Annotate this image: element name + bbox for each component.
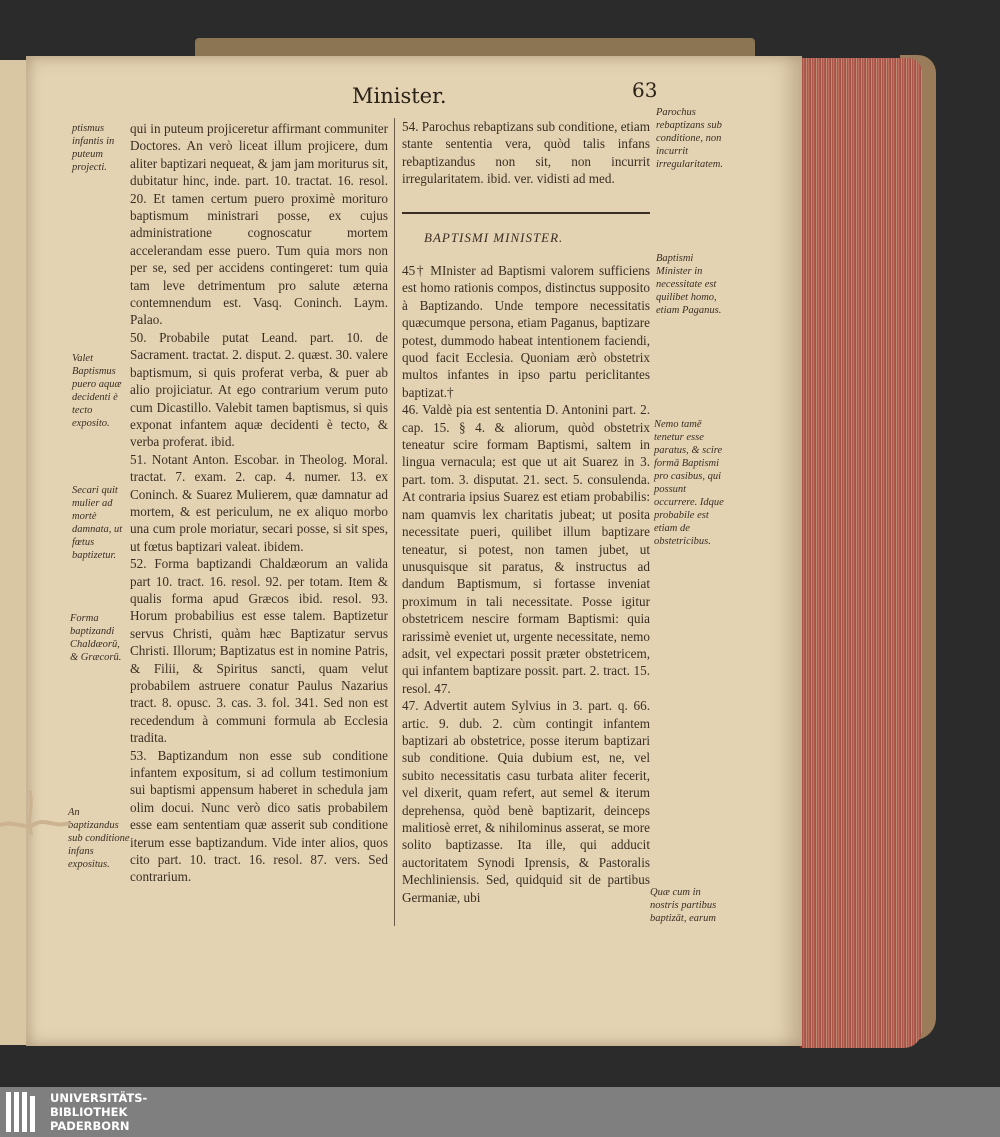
left-column-body: qui in puteum projiceretur affirmant communiter Doctores. An verò liceat illum projicere, dum aliter baptizari nequeat, & jam jam moriturus sit, dubitatur hinc, inde. part. 10. tractat. 16. resol. 20. Et tamen certum puero proximè morituro baptismum ministrari posse, ex cujus administratione cognoscatur mortem accelerandam esse puero. Tum quia mors non per se, sed per accidens contingeret: tum quia tam leve detrimentum pro salute æterna contemnendum est. Vasq. Coninch. Laym. Palao. 50. Probabile putat Leand. part. 10. de Sacrament. tractat. 2. disput. 2. quæst. 30. valere baptismum, si quis proferat verba, & puer ab alio projiciatur. At ego contrarium verum puto cum Dicastillo. Valebit tamen baptismus, si quis exponat infantem aquæ decidenti è tecto, & verba proferat. ibid. 51. Notant Anton. Escobar. in Theolog. Moral. tractat. 7. exam. 2. cap. 4. numer. 13. ex Coninch. & Suarez Mulierem, quæ damnatur ad mortem, & est periculum, ne ex aliquo morbo una cum prole moriatur, secari posse, si sit spes, ut fœtus baptizari valeat. ibidem. 52. Forma baptizandi Chaldæorum an valida part 10. tract. 16. resol. 92. per totam. Item & qualis forma apud Græcos ibid. resol. 93. Horum probabilius est esse talem. Baptizetur servus Christi, quàm hæc Baptizatur servus Christi. Illorum; Baptizatus est in nomine Patris, & Filii, & Spiritus sancti, quam velut probabilem astruere conatur Paulus Nazarius tract. 8. opusc. 3. cas. 3. fol. 341. Sed non est recedendum à communi formula ab Ecclesia tradita. 53. Baptizandum non esse sub conditione infantem expositum, si ad collum testimonium sui baptismi appensum haberet in schedula jam olim docui. Nunc verò dico satis probabilem esse eam sententiam quæ asserit sub conditione iterum esse baptizandum. Vide inter alios, quos cito part. 10. tract. 16. resol. 87. vers. Sed contrarium. — [130, 121, 388, 885]
left-page-edge — [0, 60, 28, 1045]
margin-note-left-4: Forma baptizandi Chaldæorū, & Græcorū. — [70, 613, 122, 663]
section-title: BAPTISMI MINISTER. — [424, 230, 564, 245]
margin-note-right-2: Baptismi Minister in necessitate est quilibet homo, etiam Paganus. — [656, 253, 722, 316]
margin-note-right-1: Parochus rebaptizans sub conditione, non incurrit irregularitatem. — [656, 107, 723, 170]
library-logo-text: UNIVERSITÄTS- BIBLIOTHEK PADERBORN — [50, 1091, 148, 1133]
margin-note-left-1: ptismus infantis in puteum projecti. — [72, 123, 115, 173]
library-logo-icon — [6, 1092, 42, 1132]
margin-note-left-3: Secari quit mulier ad mortè damnata, ut fœtus baptizetur. — [72, 485, 123, 561]
running-head: Minister. — [352, 84, 447, 108]
right-column-top — [402, 118, 650, 188]
margin-note-right-4: Quæ cum in nostris partibus baptizāt, earum — [650, 887, 717, 924]
section-rule — [402, 212, 650, 214]
left-column-text — [130, 120, 388, 886]
page-block-edge — [800, 58, 922, 1048]
page-number: 63 — [632, 78, 658, 102]
margin-note-left-2: Valet Baptismus puero aquæ decidenti è tecto exposito. — [72, 353, 122, 429]
margin-note-left-5: An baptizandus sub conditione infans expositus. — [68, 807, 130, 870]
margin-note-right-3: Nemo tamē tenetur esse paratus, & scire formā Baptismi pro casibus, qui possunt occurrere. Idque probabile est etiam de obstetricibus. — [654, 419, 724, 547]
bookmark-thread — [0, 790, 80, 850]
right-column-body: 45† MInister ad Baptismi valorem sufficiens est homo rationis compos, distinctus supposito à Baptizando. Unde tempore necessitatis quæcumque persona, etiam Paganus, baptizare potest, dummodo habeat intentionem faciendi, quod facit Ecclesia. Quoniam ærò obstetrix multos infantes in ipso partu periclitantes baptizat.† 46. Valdè pia est sententia D. Antonini part. 2. cap. 15. § 4. & aliorum, quòd obstetrix teneatur scire formam Baptismi, saltem in lingua vernacula; est que ut ait Suarez in 3. part. tom. 3. disputat. 21. sect. 5. consulenda. At contraria ipsius Suarez est etiam probabilis: nam quamvis lex charitatis jubeat; ut posita necessitate pueri, quilibet illum baptizare teneatur, si potest, non tamen jubet, ut unusquisque sit paratus, & instructus ad dandum Baptismum, si fortasse inveniat proximum in tali necessitate. Posse igitur obstetricem nescire formam Baptismi: quia rarissimè eveniet ut, urgente necessitate, nemo adsit, vel expectari possit præter obstetricem, qui infantem baptizare possit. part. 2. tract. 15. resol. 47. 47. Advertit autem Sylvius in 3. part. q. 66. artic. 9. dub. 2. cùm contingit infantem baptizari ab obstetrice, posse iterum baptizari sub conditione. Quia dubium est, ne, vel subito necessitatis casu turbata aliter fecerit, vel dixerit, quam refert, aut semel & iterum deprehensa, quòd benè baptizarit, deinceps malitiosè erret, & nihilominus asserat, se more solito baptizasse. Ita ille, qui adducit auctoritatem Synodi Iprensis, & Pastoralis Mechliniensis. Sed, quidquid sit de partibus Germaniæ, ubi — [402, 263, 650, 905]
library-footer — [0, 1087, 1000, 1137]
paragraph-54: 54. Parochus rebaptizans sub conditione, etiam stante sententia vera, quòd talis infans rebaptizandus non sit, non incurrit irregularitatem. ibid. ver. vidisti ad med. — [402, 119, 650, 187]
column-divider — [394, 118, 395, 926]
right-column-text — [402, 262, 650, 906]
